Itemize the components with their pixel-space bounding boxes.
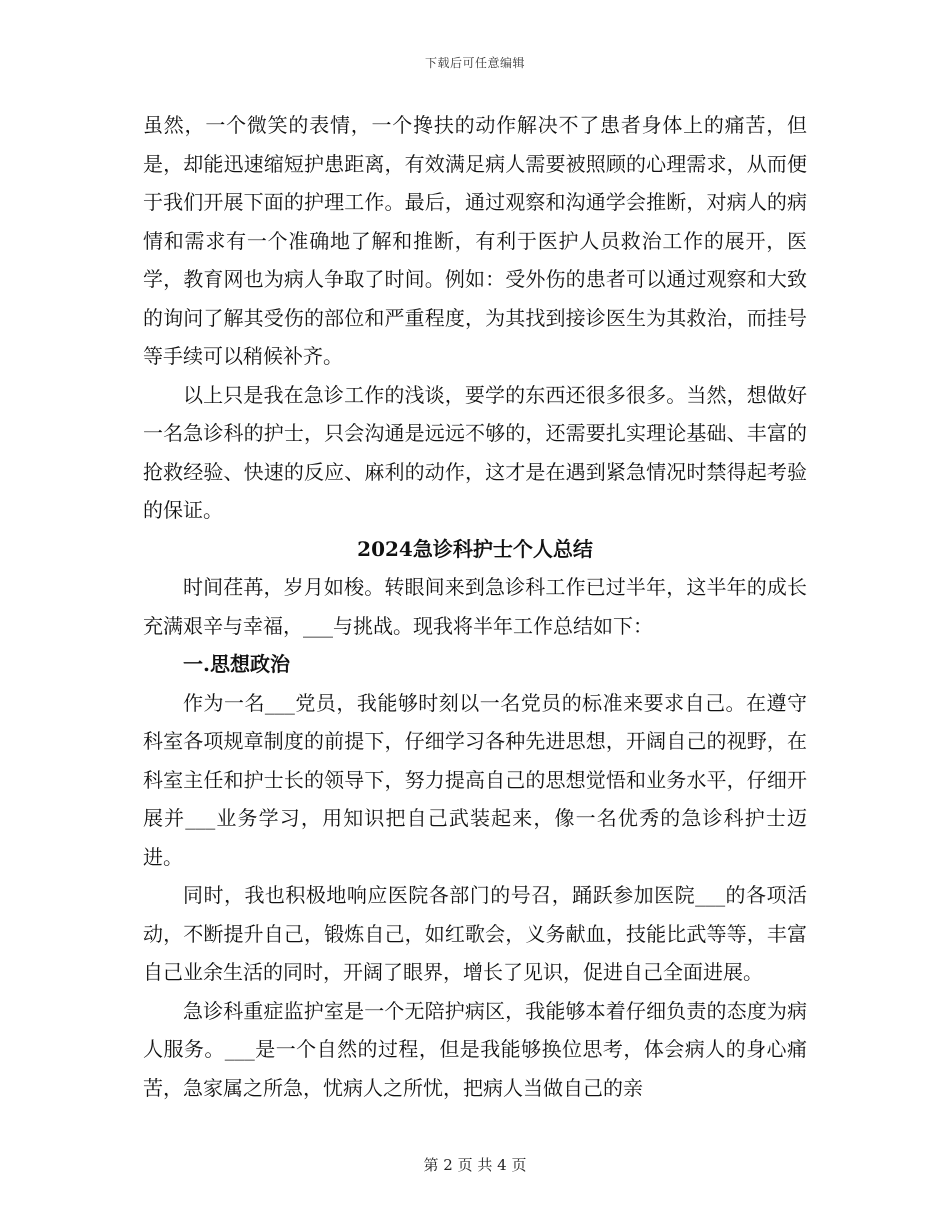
paragraph-activities: 同时，我也积极地响应医院各部门的号召，踊跃参加医院___的各项活动，不断提升自己，锻炼自己，如红歌会，义务献血，技能比武等等，丰富自己业余生活的同时，开阔了眼界，增长了见识，促进自己全面进展。 bbox=[143, 883, 807, 984]
paragraph-icu: 急诊科重症监护室是一个无陪护病区，我能够本着仔细负责的态度为病人服务。___是一个自然的过程，但是我能够换位思考，体会病人的身心痛苦，急家属之所急，忧病人之所忧，把病人当做自己的亲 bbox=[143, 998, 807, 1100]
page-header: 下载后可任意编辑 bbox=[424, 56, 525, 70]
paragraph-conclusion: 以上只是我在急诊工作的浅谈，要学的东西还很多很多。当然，想做好一名急诊科的护士，只会沟通是远远不够的，还需要扎实理论基础、丰富的抢救经验、快速的反应、麻利的动作，这才是在遇到紧急情况时禁得起考验的保证。 bbox=[143, 382, 807, 522]
page-number: 第 2 页 共 4 页 bbox=[423, 1156, 527, 1174]
paragraph-intro: 时间荏苒，岁月如梭。转眼间来到急诊科工作已过半年，这半年的成长充满艰辛与幸福，___与挑战。现我将半年工作总结如下： bbox=[143, 575, 807, 638]
paragraph-continued: 虽然，一个微笑的表情，一个搀扶的动作解决不了患者身体上的痛苦，但是，却能迅速缩短护患距离，有效满足病人需要被照顾的心理需求，从而便于我们开展下面的护理工作。最后，通过观察和沟通学会推断，对病人的病情和需求有一个准确地了解和推断，有利于医护人员救治工作的展开，医学，教育网也为病人争取了时间。例如：受外伤的患者可以通过观察和大致的询问了解其受伤的部位和严重程度，为其找到接诊医生为其救治，而挂号等手续可以稍候补齐。 bbox=[143, 113, 807, 368]
paragraph-politics: 作为一名___党员，我能够时刻以一名党员的标准来要求自己。在遵守科室各项规章制度的前提下，仔细学习各种先进思想，开阔自己的视野，在科室主任和护士长的领导下，努力提高自己的思想觉悟和业务水平，仔细开展并___业务学习，用知识把自己武装起来，像一名优秀的急诊科护士迈进。 bbox=[143, 690, 807, 869]
section-heading: 一.思想政治 bbox=[183, 652, 290, 676]
document-title: 2024急诊科护士个人总结 bbox=[357, 536, 593, 561]
document-body bbox=[143, 106, 807, 1107]
